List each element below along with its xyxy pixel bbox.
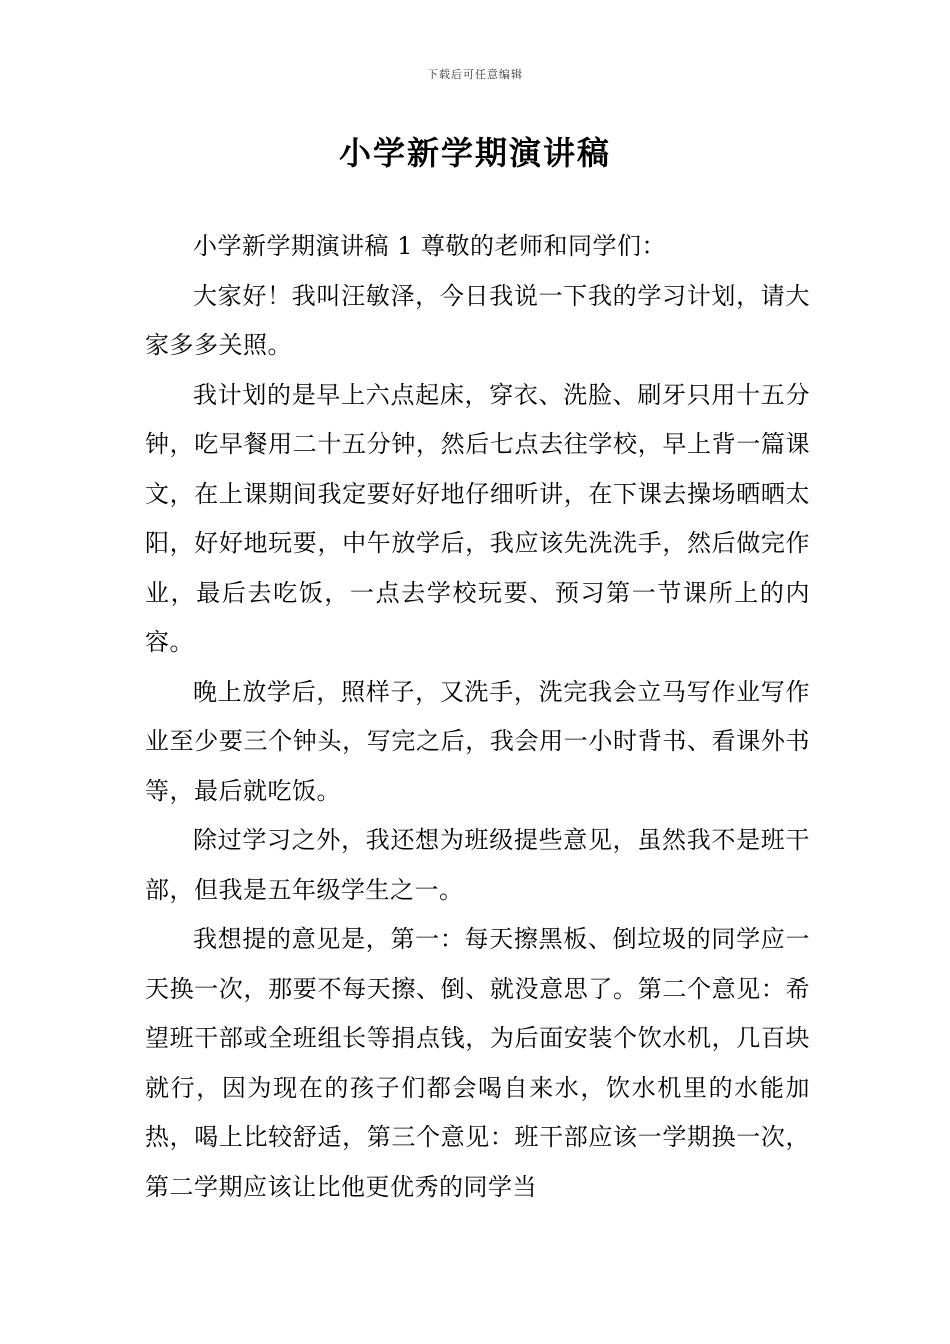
document-body <box>145 222 810 1212</box>
paragraph-suggestions: 我想提的意见是，第一：每天擦黑板、倒垃圾的同学应一天换一次，那要不每天擦、倒、就没意思了。第二个意见：希望班干部或全班组长等捐点钱，为后面安装个饮水机，几百块就行，因为现在的孩子们都会喝自来水，饮水机里的水能加热，喝上比较舒适，第三个意见：班干部应该一学期换一次，第二学期应该让比他更优秀的同学当 <box>145 925 810 1201</box>
paragraph-morning-plan: 我计划的是早上六点起床，穿衣、洗脸、刷牙只用十五分钟，吃早餐用二十五分钟，然后七点去往学校，早上背一篇课文，在上课期间我定要好好地仔细听讲，在下课去操场晒晒太阳，好好地玩要，中午放学后，我应该先洗洗手，然后做完作业，最后去吃饭，一点去学校玩要、预习第一节课所上的内容。 <box>145 380 810 656</box>
document-title: 小学新学期演讲稿 <box>338 134 611 172</box>
paragraph-intro: 大家好！我叫汪敏泽，今日我说一下我的学习计划，请大家多多关照。 <box>145 281 810 359</box>
header-note: 下载后可任意编辑 <box>427 68 523 81</box>
paragraph-suggestions-intro: 除过学习之外，我还想为班级提些意见，虽然我不是班干部，但我是五年级学生之一。 <box>145 826 810 904</box>
paragraph-greeting: 小学新学期演讲稿 1 尊敬的老师和同学们： <box>193 232 667 260</box>
paragraph-evening-plan: 晚上放学后，照样子，又洗手，洗完我会立马写作业写作业至少要三个钟头，写完之后，我会用一小时背书、看课外书等，最后就吃饭。 <box>145 677 810 805</box>
